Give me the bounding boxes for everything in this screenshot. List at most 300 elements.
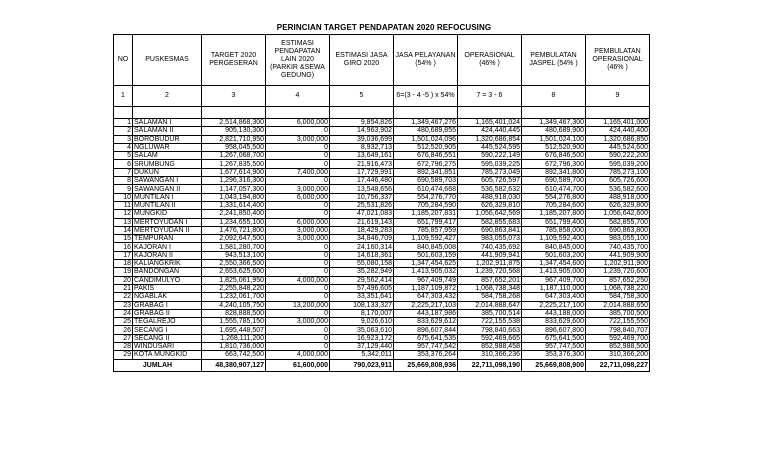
table-row xyxy=(114,177,650,185)
row-pembulatan-jaspel: 353,376,300 xyxy=(522,351,586,359)
row-jasa-giro: 21,619,143 xyxy=(330,218,394,226)
row-estimasi-lain: 0 xyxy=(266,293,330,301)
row-no: 21 xyxy=(114,284,133,292)
row-no: 1 xyxy=(114,119,133,127)
row-no: 9 xyxy=(114,185,133,193)
table-row xyxy=(114,226,650,234)
row-no: 25 xyxy=(114,318,133,326)
row-puskesmas: SALAMAN II xyxy=(133,127,202,135)
row-jasa-pelayanan: 443,187,986 xyxy=(394,309,458,317)
page-title: PERINCIAN TARGET PENDAPATAN 2020 REFOCUSING xyxy=(276,23,492,32)
spacer-cell xyxy=(266,107,330,119)
row-estimasi-lain: 0 xyxy=(266,177,330,185)
row-estimasi-lain: 0 xyxy=(266,127,330,135)
row-pembulatan-jaspel: 833,629,600 xyxy=(522,318,586,326)
row-operasional: 488,918,030 xyxy=(458,193,522,201)
table-body xyxy=(114,119,650,360)
row-jasa-giro: 47,021,083 xyxy=(330,210,394,218)
row-target: 1,234,655,100 xyxy=(202,218,266,226)
row-no: 24 xyxy=(114,309,133,317)
row-pembulatan-operasional: 605,726,600 xyxy=(586,177,650,185)
row-jasa-giro: 9,854,826 xyxy=(330,119,394,127)
row-pembulatan-jaspel: 2,225,217,100 xyxy=(522,301,586,309)
row-jasa-pelayanan: 672,796,275 xyxy=(394,160,458,168)
row-operasional: 424,440,445 xyxy=(458,127,522,135)
row-jasa-giro: 13,649,161 xyxy=(330,152,394,160)
row-operasional: 582,855,683 xyxy=(458,218,522,226)
row-pembulatan-jaspel: 1,109,592,400 xyxy=(522,235,586,243)
row-pembulatan-operasional: 424,440,400 xyxy=(586,127,650,135)
row-jasa-giro: 17,729,991 xyxy=(330,168,394,176)
row-target: 2,092,647,500 xyxy=(202,235,266,243)
row-estimasi-lain: 6,000,000 xyxy=(266,218,330,226)
row-jasa-pelayanan: 892,341,851 xyxy=(394,168,458,176)
row-pembulatan-operasional: 310,366,200 xyxy=(586,351,650,359)
row-jasa-pelayanan: 353,376,264 xyxy=(394,351,458,359)
row-estimasi-lain: 7,400,000 xyxy=(266,168,330,176)
table-row xyxy=(114,251,650,259)
row-pembulatan-operasional: 582,855,700 xyxy=(586,218,650,226)
row-target: 1,825,061,950 xyxy=(202,276,266,284)
total-jasa-pelayanan: 25,669,808,936 xyxy=(394,359,458,371)
row-estimasi-lain: 3,000,000 xyxy=(266,185,330,193)
row-no: 4 xyxy=(114,143,133,151)
row-jasa-giro: 14,618,361 xyxy=(330,251,394,259)
row-pembulatan-operasional: 1,320,686,850 xyxy=(586,135,650,143)
row-pembulatan-jaspel: 1,413,905,000 xyxy=(522,268,586,276)
table-row xyxy=(114,235,650,243)
row-pembulatan-operasional: 590,222,200 xyxy=(586,152,650,160)
row-jasa-pelayanan: 610,474,668 xyxy=(394,185,458,193)
row-target: 2,241,850,400 xyxy=(202,210,266,218)
table-row xyxy=(114,119,650,127)
row-operasional: 983,055,073 xyxy=(458,235,522,243)
row-jasa-giro: 17,446,480 xyxy=(330,177,394,185)
row-no: 27 xyxy=(114,334,133,342)
row-jasa-pelayanan: 2,225,217,103 xyxy=(394,301,458,309)
table-row xyxy=(114,210,650,218)
row-no: 23 xyxy=(114,301,133,309)
row-pembulatan-operasional: 1,165,401,000 xyxy=(586,119,650,127)
row-pembulatan-jaspel: 705,284,600 xyxy=(522,201,586,209)
header-estimasi-lain: ESTIMASI PENDAPATAN LAIN 2020 (PARKIR &SEWA GEDUNG) xyxy=(266,35,330,86)
row-puskesmas: MERTOYUDAN II xyxy=(133,226,202,234)
row-estimasi-lain: 0 xyxy=(266,260,330,268)
row-pembulatan-operasional: 1,202,911,900 xyxy=(586,260,650,268)
row-operasional: 1,165,401,024 xyxy=(458,119,522,127)
row-pembulatan-operasional: 852,988,500 xyxy=(586,343,650,351)
row-no: 19 xyxy=(114,268,133,276)
row-estimasi-lain: 6,000,000 xyxy=(266,193,330,201)
row-pembulatan-jaspel: 480,689,900 xyxy=(522,127,586,135)
row-jasa-giro: 35,063,610 xyxy=(330,326,394,334)
row-puskesmas: KOTA MUNGKID xyxy=(133,351,202,359)
row-jasa-giro: 33,351,641 xyxy=(330,293,394,301)
row-jasa-giro: 16,923,172 xyxy=(330,334,394,342)
row-jasa-giro: 35,282,949 xyxy=(330,268,394,276)
row-pembulatan-operasional: 536,582,600 xyxy=(586,185,650,193)
row-jasa-pelayanan: 651,799,417 xyxy=(394,218,458,226)
row-puskesmas: TEMPURAN xyxy=(133,235,202,243)
row-pembulatan-operasional: 740,435,700 xyxy=(586,243,650,251)
row-target: 2,653,625,600 xyxy=(202,268,266,276)
col-number: 8 xyxy=(522,86,586,107)
row-operasional: 592,469,665 xyxy=(458,334,522,342)
row-estimasi-lain: 3,000,000 xyxy=(266,226,330,234)
header-jasa-giro: ESTIMASI JASA GIRO 2020 xyxy=(330,35,394,86)
row-no: 29 xyxy=(114,351,133,359)
row-operasional: 605,726,597 xyxy=(458,177,522,185)
row-operasional: 385,700,514 xyxy=(458,309,522,317)
row-jasa-giro: 8,170,007 xyxy=(330,309,394,317)
row-operasional: 722,155,538 xyxy=(458,318,522,326)
row-jasa-giro: 13,548,656 xyxy=(330,185,394,193)
row-pembulatan-operasional: 722,155,550 xyxy=(586,318,650,326)
row-operasional: 857,652,201 xyxy=(458,276,522,284)
table-row xyxy=(114,143,650,151)
col-number: 1 xyxy=(114,86,133,107)
row-no: 6 xyxy=(114,160,133,168)
row-no: 18 xyxy=(114,260,133,268)
row-operasional: 595,039,225 xyxy=(458,160,522,168)
row-no: 12 xyxy=(114,210,133,218)
row-target: 1,810,736,000 xyxy=(202,343,266,351)
row-pembulatan-jaspel: 1,187,110,000 xyxy=(522,284,586,292)
row-operasional: 590,222,149 xyxy=(458,152,522,160)
row-target: 1,043,194,800 xyxy=(202,193,266,201)
row-estimasi-lain: 0 xyxy=(266,251,330,259)
row-jasa-pelayanan: 690,589,703 xyxy=(394,177,458,185)
spacer-cell xyxy=(133,107,202,119)
row-jasa-giro: 24,160,314 xyxy=(330,243,394,251)
row-no: 8 xyxy=(114,177,133,185)
table-row xyxy=(114,152,650,160)
row-target: 1,296,316,300 xyxy=(202,177,266,185)
row-puskesmas: PAKIS xyxy=(133,284,202,292)
table-row xyxy=(114,168,650,176)
row-pembulatan-jaspel: 690,589,700 xyxy=(522,177,586,185)
row-estimasi-lain: 0 xyxy=(266,326,330,334)
row-estimasi-lain: 4,000,000 xyxy=(266,276,330,284)
row-pembulatan-jaspel: 610,474,700 xyxy=(522,185,586,193)
row-jasa-pelayanan: 833,629,612 xyxy=(394,318,458,326)
row-puskesmas: KAJORAN II xyxy=(133,251,202,259)
col-number: 9 xyxy=(586,86,650,107)
row-target: 1,331,614,400 xyxy=(202,201,266,209)
row-target: 1,267,068,700 xyxy=(202,152,266,160)
header-jasa-pelayanan: JASA PELAYANAN (54% ) xyxy=(394,35,458,86)
row-operasional: 785,273,049 xyxy=(458,168,522,176)
row-jasa-pelayanan: 967,409,749 xyxy=(394,276,458,284)
table-row xyxy=(114,293,650,301)
row-jasa-giro: 34,846,709 xyxy=(330,235,394,243)
row-jasa-giro: 21,916,473 xyxy=(330,160,394,168)
total-pembulatan-operasional: 22,711,098,227 xyxy=(586,359,650,371)
row-puskesmas: SRUMBUNG xyxy=(133,160,202,168)
row-pembulatan-jaspel: 512,520,900 xyxy=(522,143,586,151)
row-pembulatan-jaspel: 1,347,454,600 xyxy=(522,260,586,268)
row-jasa-pelayanan: 676,846,551 xyxy=(394,152,458,160)
row-puskesmas: GRABAG I xyxy=(133,301,202,309)
table-row xyxy=(114,201,650,209)
row-jasa-pelayanan: 785,857,959 xyxy=(394,226,458,234)
row-pembulatan-jaspel: 785,858,000 xyxy=(522,226,586,234)
row-jasa-pelayanan: 957,747,542 xyxy=(394,343,458,351)
row-no: 10 xyxy=(114,193,133,201)
row-target: 1,232,061,700 xyxy=(202,293,266,301)
row-puskesmas: DUKUN xyxy=(133,168,202,176)
table-row xyxy=(114,268,650,276)
row-estimasi-lain: 0 xyxy=(266,309,330,317)
row-puskesmas: SECANG I xyxy=(133,326,202,334)
row-estimasi-lain: 3,000,000 xyxy=(266,235,330,243)
row-puskesmas: NGABLAK xyxy=(133,293,202,301)
table-row xyxy=(114,160,650,168)
row-no: 11 xyxy=(114,201,133,209)
row-operasional: 1,320,686,854 xyxy=(458,135,522,143)
table-row xyxy=(114,243,650,251)
row-pembulatan-operasional: 626,329,800 xyxy=(586,201,650,209)
row-puskesmas: WINDUSARI xyxy=(133,343,202,351)
row-puskesmas: BANDONGAN xyxy=(133,268,202,276)
row-target: 1,555,785,150 xyxy=(202,318,266,326)
spacer-cell xyxy=(586,107,650,119)
row-puskesmas: MUNTILAN II xyxy=(133,201,202,209)
row-puskesmas: SAWANGAN I xyxy=(133,177,202,185)
row-jasa-pelayanan: 896,607,844 xyxy=(394,326,458,334)
row-operasional: 798,840,663 xyxy=(458,326,522,334)
row-operasional: 1,202,911,875 xyxy=(458,260,522,268)
row-puskesmas: NGLUWAR xyxy=(133,143,202,151)
row-puskesmas: KALIANGKRIK xyxy=(133,260,202,268)
row-pembulatan-jaspel: 501,603,200 xyxy=(522,251,586,259)
header-no: NO xyxy=(114,35,133,86)
column-number-row xyxy=(114,86,650,107)
row-estimasi-lain: 0 xyxy=(266,201,330,209)
row-no: 7 xyxy=(114,168,133,176)
row-operasional: 1,068,738,348 xyxy=(458,284,522,292)
row-estimasi-lain: 0 xyxy=(266,284,330,292)
row-pembulatan-operasional: 595,039,200 xyxy=(586,160,650,168)
row-jasa-giro: 39,036,699 xyxy=(330,135,394,143)
row-no: 26 xyxy=(114,326,133,334)
row-estimasi-lain: 4,000,000 xyxy=(266,351,330,359)
col-number: 3 xyxy=(202,86,266,107)
row-pembulatan-operasional: 857,652,250 xyxy=(586,276,650,284)
row-jasa-pelayanan: 1,347,454,625 xyxy=(394,260,458,268)
row-operasional: 626,329,810 xyxy=(458,201,522,209)
row-estimasi-lain: 6,000,000 xyxy=(266,119,330,127)
row-pembulatan-jaspel: 1,501,024,100 xyxy=(522,135,586,143)
row-no: 22 xyxy=(114,293,133,301)
row-operasional: 690,863,841 xyxy=(458,226,522,234)
table-row xyxy=(114,343,650,351)
row-target: 1,267,835,500 xyxy=(202,160,266,168)
row-operasional: 445,524,595 xyxy=(458,143,522,151)
row-estimasi-lain: 0 xyxy=(266,160,330,168)
row-jasa-giro: 25,531,826 xyxy=(330,201,394,209)
row-target: 2,255,848,220 xyxy=(202,284,266,292)
row-target: 2,821,710,950 xyxy=(202,135,266,143)
spacer-row xyxy=(114,107,650,119)
table-row xyxy=(114,301,650,309)
row-operasional: 536,582,632 xyxy=(458,185,522,193)
table-row xyxy=(114,284,650,292)
row-target: 1,147,057,300 xyxy=(202,185,266,193)
row-jasa-giro: 14,963,902 xyxy=(330,127,394,135)
row-pembulatan-jaspel: 675,641,500 xyxy=(522,334,586,342)
row-operasional: 1,239,720,568 xyxy=(458,268,522,276)
row-jasa-pelayanan: 512,520,905 xyxy=(394,143,458,151)
row-pembulatan-operasional: 983,055,100 xyxy=(586,235,650,243)
row-jasa-giro: 37,129,440 xyxy=(330,343,394,351)
spacer-cell xyxy=(394,107,458,119)
row-no: 28 xyxy=(114,343,133,351)
row-puskesmas: GRABAG II xyxy=(133,309,202,317)
row-estimasi-lain: 0 xyxy=(266,343,330,351)
total-target: 48,380,907,127 xyxy=(202,359,266,371)
header-operasional: OPERASIONAL (46% ) xyxy=(458,35,522,86)
row-no: 13 xyxy=(114,218,133,226)
row-operasional: 310,366,236 xyxy=(458,351,522,359)
row-target: 828,888,500 xyxy=(202,309,266,317)
row-no: 14 xyxy=(114,226,133,234)
table-row xyxy=(114,135,650,143)
table-row xyxy=(114,334,650,342)
row-pembulatan-jaspel: 967,409,700 xyxy=(522,276,586,284)
row-jasa-giro: 10,756,337 xyxy=(330,193,394,201)
row-puskesmas: CANDIMULYO xyxy=(133,276,202,284)
row-target: 1,476,721,800 xyxy=(202,226,266,234)
row-jasa-pelayanan: 1,501,024,096 xyxy=(394,135,458,143)
total-pembulatan-jaspel: 25,669,808,900 xyxy=(522,359,586,371)
row-target: 905,130,300 xyxy=(202,127,266,135)
header-pembulatan-jaspel: PEMBULATAN JASPEL (54% ) xyxy=(522,35,586,86)
row-jasa-pelayanan: 705,284,590 xyxy=(394,201,458,209)
row-target: 2,550,366,500 xyxy=(202,260,266,268)
table-row xyxy=(114,309,650,317)
spacer-cell xyxy=(522,107,586,119)
row-pembulatan-jaspel: 957,747,500 xyxy=(522,343,586,351)
row-operasional: 441,909,941 xyxy=(458,251,522,259)
row-puskesmas: MUNTILAN I xyxy=(133,193,202,201)
header-row xyxy=(114,35,650,86)
row-jasa-pelayanan: 647,303,432 xyxy=(394,293,458,301)
row-pembulatan-operasional: 445,524,600 xyxy=(586,143,650,151)
total-estimasi-lain: 61,600,000 xyxy=(266,359,330,371)
row-estimasi-lain: 0 xyxy=(266,152,330,160)
table-row xyxy=(114,127,650,135)
row-puskesmas: MUNGKID xyxy=(133,210,202,218)
table-row xyxy=(114,326,650,334)
table-row xyxy=(114,260,650,268)
row-jasa-giro: 18,429,283 xyxy=(330,226,394,234)
row-pembulatan-jaspel: 892,341,800 xyxy=(522,168,586,176)
row-pembulatan-operasional: 441,909,900 xyxy=(586,251,650,259)
row-jasa-giro: 8,932,713 xyxy=(330,143,394,151)
row-pembulatan-operasional: 1,056,642,600 xyxy=(586,210,650,218)
target-table xyxy=(113,34,650,372)
row-no: 3 xyxy=(114,135,133,143)
total-row xyxy=(114,359,650,371)
row-pembulatan-operasional: 690,863,800 xyxy=(586,226,650,234)
row-no: 17 xyxy=(114,251,133,259)
row-pembulatan-jaspel: 651,799,400 xyxy=(522,218,586,226)
row-jasa-pelayanan: 1,185,207,831 xyxy=(394,210,458,218)
row-pembulatan-jaspel: 554,276,800 xyxy=(522,193,586,201)
row-no: 20 xyxy=(114,276,133,284)
row-puskesmas: SALAM xyxy=(133,152,202,160)
header-pembulatan-operasional: PEMBULATAN OPERASIONAL (46% ) xyxy=(586,35,650,86)
row-jasa-pelayanan: 1,187,109,872 xyxy=(394,284,458,292)
row-jasa-pelayanan: 1,349,467,276 xyxy=(394,119,458,127)
row-puskesmas: SAWANGAN II xyxy=(133,185,202,193)
row-no: 2 xyxy=(114,127,133,135)
row-estimasi-lain: 0 xyxy=(266,334,330,342)
row-puskesmas: BOROBUDUR xyxy=(133,135,202,143)
spacer-cell xyxy=(114,107,133,119)
row-puskesmas: SECANG II xyxy=(133,334,202,342)
header-puskesmas: PUSKESMAS xyxy=(133,35,202,86)
row-jasa-giro: 5,342,011 xyxy=(330,351,394,359)
row-target: 958,045,500 xyxy=(202,143,266,151)
row-pembulatan-jaspel: 443,188,000 xyxy=(522,309,586,317)
table-row xyxy=(114,351,650,359)
row-jasa-giro: 57,496,605 xyxy=(330,284,394,292)
row-jasa-giro: 29,562,414 xyxy=(330,276,394,284)
row-pembulatan-jaspel: 1,349,467,300 xyxy=(522,119,586,127)
row-target: 1,677,614,900 xyxy=(202,168,266,176)
row-jasa-pelayanan: 501,603,159 xyxy=(394,251,458,259)
row-puskesmas: KAJORAN I xyxy=(133,243,202,251)
total-operasional: 22,711,098,190 xyxy=(458,359,522,371)
row-jasa-pelayanan: 554,276,770 xyxy=(394,193,458,201)
row-pembulatan-operasional: 385,700,500 xyxy=(586,309,650,317)
row-puskesmas: MERTOYUDAN I xyxy=(133,218,202,226)
row-pembulatan-operasional: 1,239,720,600 xyxy=(586,268,650,276)
row-jasa-pelayanan: 675,641,535 xyxy=(394,334,458,342)
row-jasa-giro: 9,026,610 xyxy=(330,318,394,326)
row-pembulatan-operasional: 488,918,000 xyxy=(586,193,650,201)
row-target: 663,742,500 xyxy=(202,351,266,359)
row-operasional: 584,758,268 xyxy=(458,293,522,301)
row-pembulatan-operasional: 1,068,738,220 xyxy=(586,284,650,292)
row-jasa-pelayanan: 480,689,855 xyxy=(394,127,458,135)
row-pembulatan-jaspel: 1,185,207,800 xyxy=(522,210,586,218)
row-no: 5 xyxy=(114,152,133,160)
row-estimasi-lain: 0 xyxy=(266,210,330,218)
row-pembulatan-operasional: 2,014,888,650 xyxy=(586,301,650,309)
table-row xyxy=(114,218,650,226)
row-pembulatan-operasional: 785,273,100 xyxy=(586,168,650,176)
row-target: 943,513,100 xyxy=(202,251,266,259)
row-pembulatan-jaspel: 647,303,400 xyxy=(522,293,586,301)
table-row xyxy=(114,185,650,193)
row-no: 15 xyxy=(114,235,133,243)
row-puskesmas: SALAMAN I xyxy=(133,119,202,127)
row-target: 1,695,448,507 xyxy=(202,326,266,334)
col-number: 2 xyxy=(133,86,202,107)
row-target: 2,514,868,300 xyxy=(202,119,266,127)
row-target: 4,240,105,750 xyxy=(202,301,266,309)
row-jasa-pelayanan: 1,413,905,032 xyxy=(394,268,458,276)
total-jasa-giro: 790,023,911 xyxy=(330,359,394,371)
row-pembulatan-operasional: 584,758,300 xyxy=(586,293,650,301)
spacer-cell xyxy=(202,107,266,119)
table-row xyxy=(114,318,650,326)
row-no: 16 xyxy=(114,243,133,251)
table-row xyxy=(114,276,650,284)
